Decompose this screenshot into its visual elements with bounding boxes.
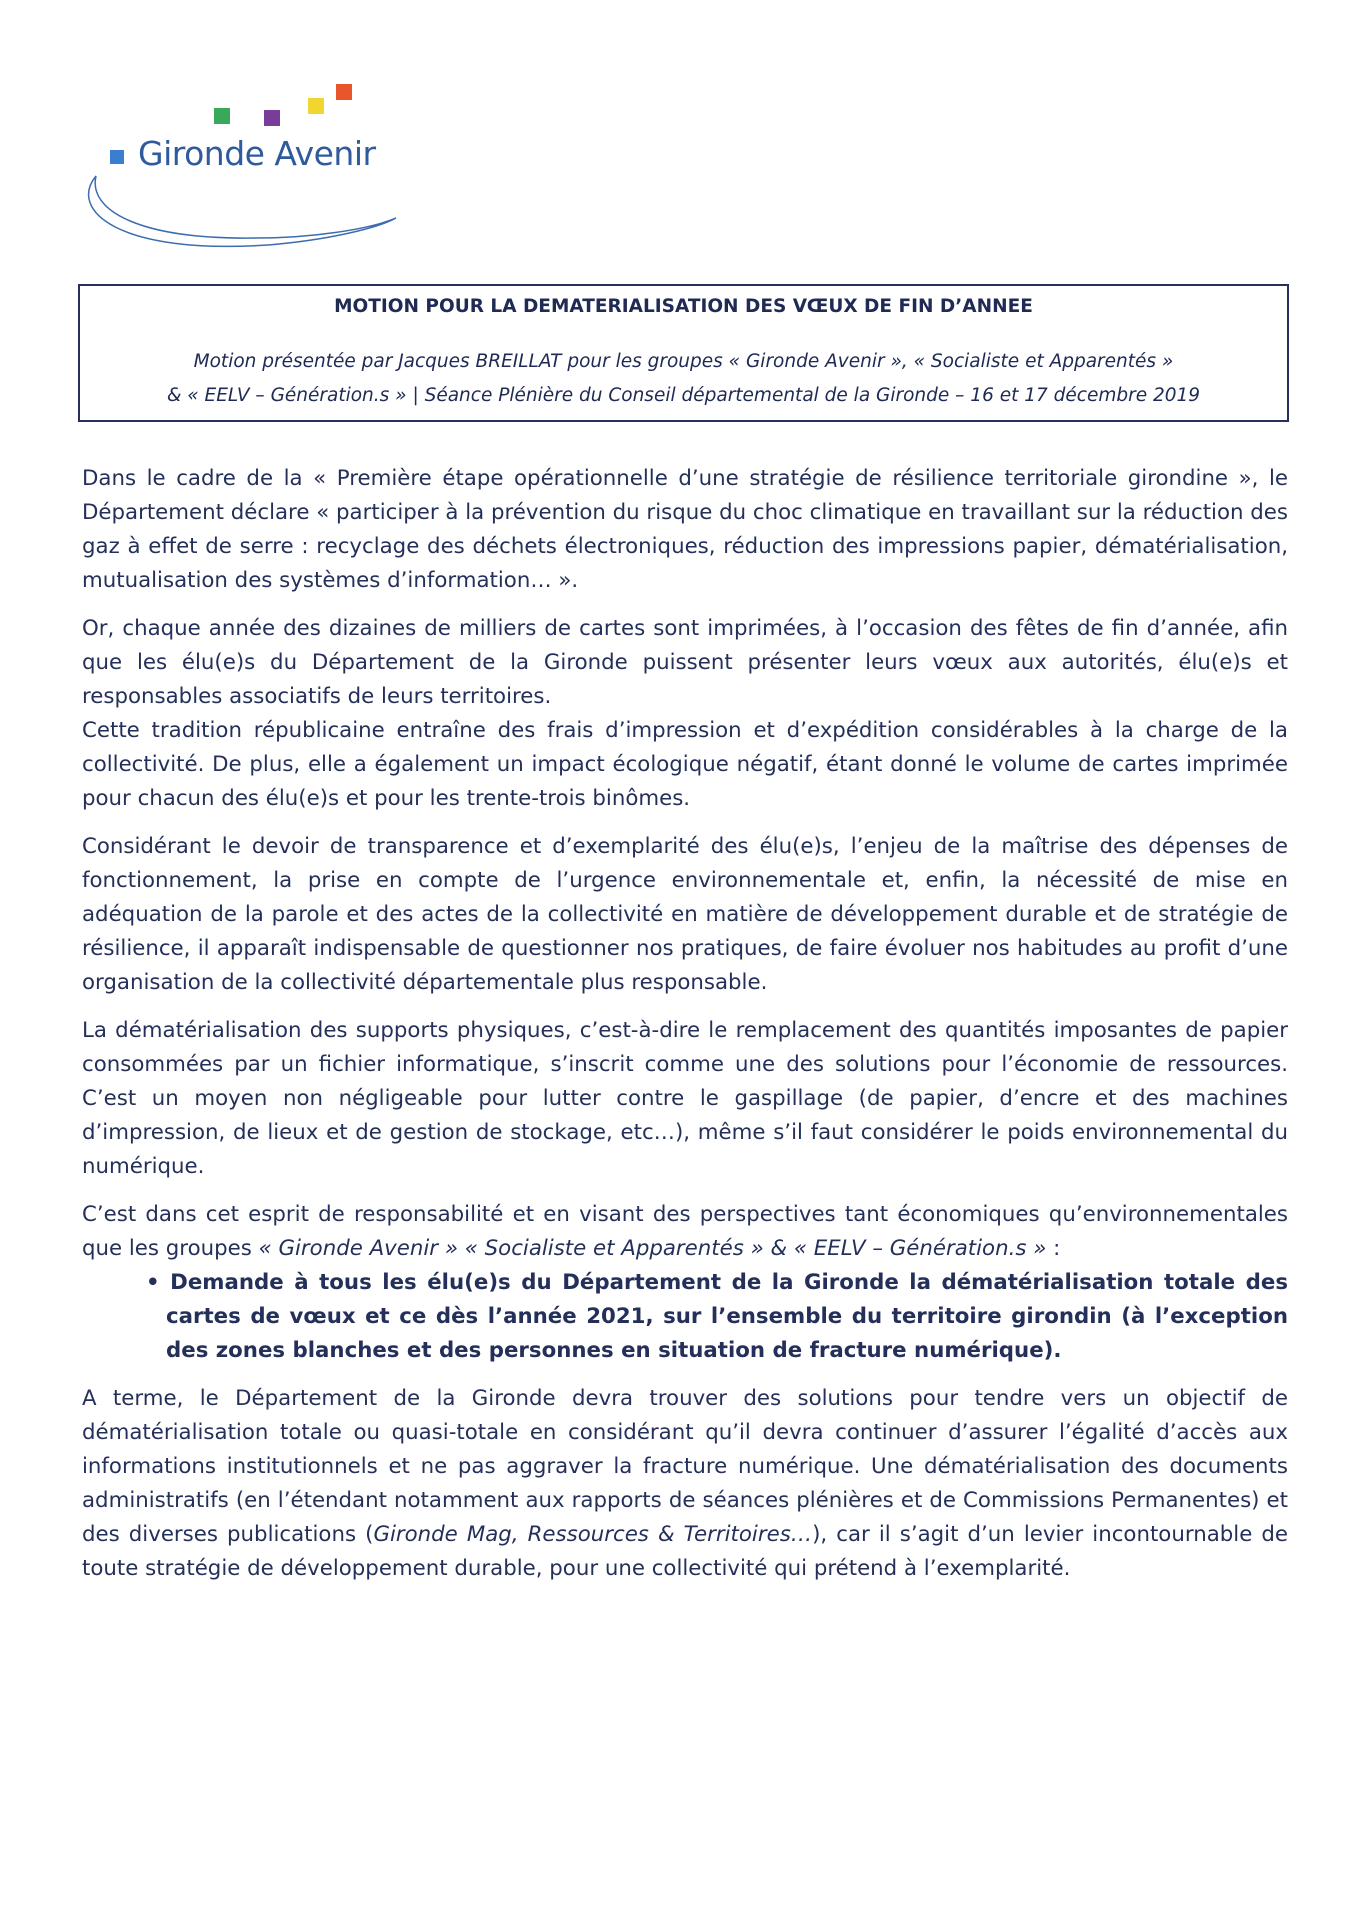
yellow-square-icon bbox=[308, 98, 324, 114]
paragraph-3: Cette tradition républicaine entraîne des frais d’impression et d’expédition considérables à la charge de la collectivité. De plus, elle a également un impact écologique négatif, étant donné le volume de cartes imprimée pour chacun des élu(e)s et pour les trente-trois binômes. bbox=[82, 718, 1288, 811]
subtitle-line-2: & « EELV – Génération.s » | Séance Plénière du Conseil départemental de la Gironde – 16 et 17 décembre 2019 bbox=[166, 385, 1201, 406]
paragraph-7-publications: Gironde Mag, Ressources & Territoires… bbox=[373, 1522, 813, 1547]
motion-body bbox=[82, 462, 1288, 1600]
paragraph-6-start: C’est dans cet esprit de responsabilité et en visant des perspectives tant économiques qu’environnementales que les groupes bbox=[82, 1202, 1288, 1261]
paragraph-6 bbox=[82, 1198, 1288, 1266]
motion-title: MOTION POUR LA DEMATERIALISATION DES VŒUX DE FIN D’ANNEE bbox=[334, 296, 1033, 317]
paragraph-6-groups: « Gironde Avenir » « Socialiste et Apparentés » & « EELV – Génération.s » bbox=[258, 1236, 1047, 1261]
paragraph-7 bbox=[82, 1382, 1288, 1586]
gironde-avenir-logo bbox=[78, 80, 398, 260]
purple-square-icon bbox=[264, 110, 280, 126]
paragraph-2: Or, chaque année des dizaines de milliers de cartes sont imprimées, à l’occasion des fêtes de fin d’année, afin que les élu(e)s du Département de la Gironde puissent présenter leurs vœux aux autorités, élu(e)s et responsables associatifs de leurs territoires. bbox=[82, 616, 1288, 709]
subtitle-line-1: Motion présentée par Jacques BREILLAT pour les groupes « Gironde Avenir », « Socialiste et Apparentés » bbox=[193, 351, 1174, 372]
paragraph-6-end: : bbox=[1046, 1236, 1061, 1261]
paragraph-7-start: A terme, le Département de la Gironde devra trouver des solutions pour tendre vers un objectif de dématérialisation totale ou quasi-totale en considérant qu’il devra continuer d’assurer l’égalité d’accès aux informations institutionnels et ne pas aggraver la fracture numérique. Une dématérialisation des documents administratifs (en l’étendant notamment aux rapports de séances plénières et de Commissions Permanentes) et des diverses publications ( bbox=[82, 1386, 1288, 1547]
blue-square-icon bbox=[110, 150, 124, 164]
logo-text: Gironde Avenir bbox=[138, 134, 376, 173]
green-square-icon bbox=[214, 108, 230, 124]
paragraph-7-end: ), car il s’agit d’un levier incontournable de toute stratégie de développement durable, pour une collectivité qui prétend à l’exemplarité. bbox=[82, 1522, 1288, 1581]
motion-header bbox=[78, 284, 1289, 422]
paragraph-4: Considérant le devoir de transparence et d’exemplarité des élu(e)s, l’enjeu de la maîtrise des dépenses de fonctionnement, la prise en compte de l’urgence environnementale et, enfin, la nécessité de mise en adéquation de la parole et des actes de la collectivité en matière de développement durable et de stratégie de résilience, il apparaît indispensable de questionner nos pratiques, de faire évoluer nos habitudes au profit d’une organisation de la collectivité départementale plus responsable. bbox=[82, 834, 1288, 995]
orange-square-icon bbox=[336, 84, 352, 100]
motion-subtitle bbox=[80, 345, 1287, 413]
paragraph-1: Dans le cadre de la « Première étape opérationnelle d’une stratégie de résilience territoriale girondine », le Département déclare « participer à la prévention du risque du choc climatique en travaillant sur la réduction des gaz à effet de serre : recyclage des déchets électroniques, réduction des impressions papier, dématérialisation, mutualisation des systèmes d’information… ». bbox=[82, 466, 1288, 593]
paragraph-5: La dématérialisation des supports physiques, c’est-à-dire le remplacement des quantités imposantes de papier consommées par un fichier informatique, s’inscrit comme une des solutions pour l’économie de ressources. C’est un moyen non négligeable pour lutter contre le gaspillage (de papier, d’encre et des machines d’impression, de lieux et de gestion de stockage, etc…), même s’il faut considérer le poids environnemental du numérique. bbox=[82, 1018, 1288, 1179]
demand-bullet: • Demande à tous les élu(e)s du Département de la Gironde la dématérialisation totale des cartes de vœux et ce dès l’année 2021, sur l’ensemble du territoire girondin (à l’exception des zones blanches et des personnes en situation de fracture numérique). bbox=[146, 1270, 1288, 1363]
